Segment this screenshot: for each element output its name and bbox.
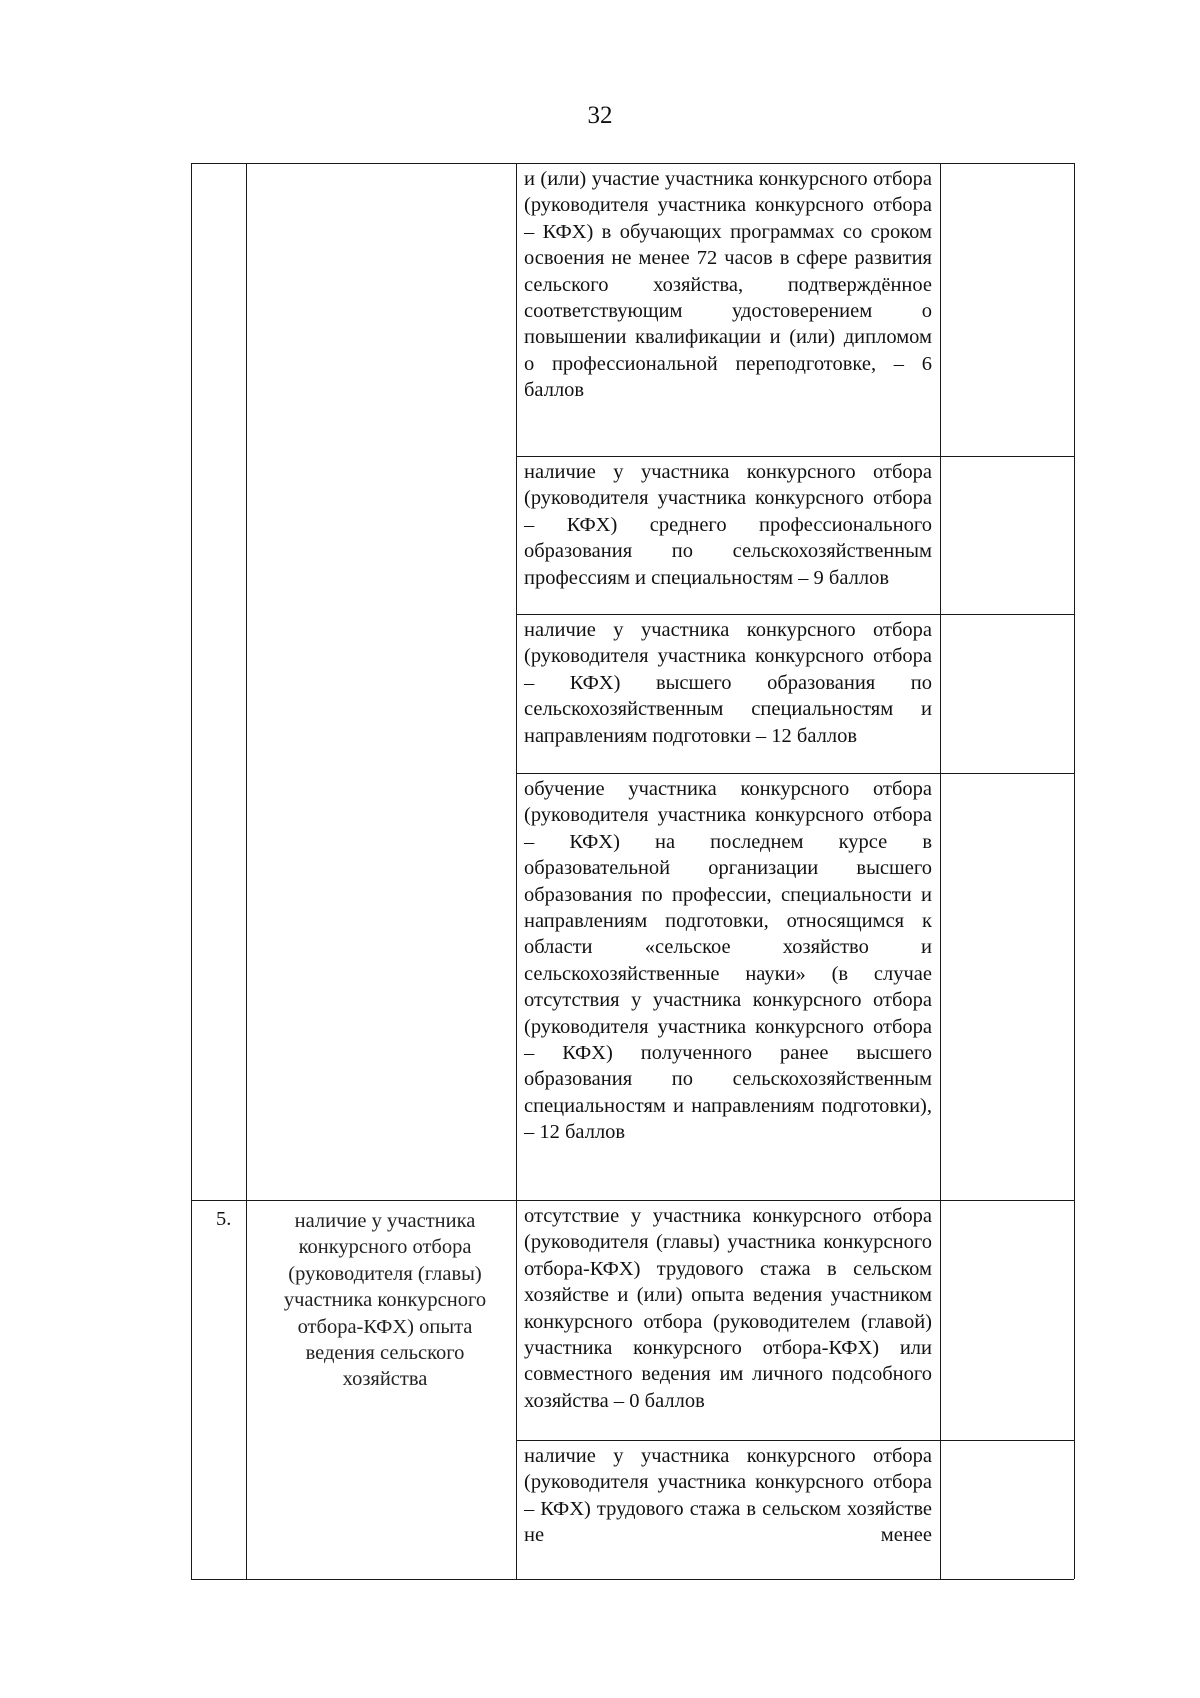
option-text: наличие у участника конкурсного отбора (руководителя участника конкурсного отбора – КФХ) высшего образования по сельскохозяйственным специальностям и направлениям подготовки – 12 баллов bbox=[524, 619, 932, 747]
option-text: обучение участника конкурсного отбора (руководителя участника конкурсного отбора – КФХ) на последнем курсе в образовательной организации высшего образования по профессии, специальности и направлениям подготовки, относящимся к области «сельское хозяйство и сельскохозяйственные науки» (в случае отсутствия у участника конкурсного отбора (руководителя участника конкурсного отбора – КФХ) полученного ранее высшего образования по сельскохозяйственным специальностям и направлениям подготовки), – 12 баллов bbox=[524, 778, 932, 1144]
option-text: и (или) участие участника конкурсного отбора (руководителя участника конкурсного отбора – КФХ) в обучающих программах со сроком освоения не менее 72 часов в сфере развития сельского хозяйства, подтверждённое соответствующим удостоверением о повышении квалификации и (или) дипломом о профессиональной переподготовке, – 6 баллов bbox=[524, 168, 932, 402]
criterion-text: наличие у участника конкурсного отбора (руководителя (главы) участника конкурсного отбора-КФХ) опыта ведения сельского хозяйства bbox=[283, 1210, 487, 1391]
option-text: отсутствие у участника конкурсного отбора (руководителя (главы) участника конкурсного отбора-КФХ) трудового стажа в сельском хозяйстве и (или) опыта ведения участником конкурсного отбора (руководителем (главой) участника конкурсного отбора-КФХ) или совместного ведения им личного подсобного хозяйства – 0 баллов bbox=[524, 1205, 932, 1412]
page-number: 32 bbox=[587, 102, 613, 129]
option-text: наличие у участника конкурсного отбора (руководителя участника конкурсного отбора – КФХ) трудового стажа в сельском хозяйстве не менее bbox=[524, 1445, 932, 1547]
option-text: наличие у участника конкурсного отбора (руководителя участника конкурсного отбора – КФХ) среднего профессионального образования по сельскохозяйственным профессиям и специальностям – 9 баллов bbox=[524, 461, 932, 589]
row-number: 5. bbox=[216, 1208, 232, 1230]
